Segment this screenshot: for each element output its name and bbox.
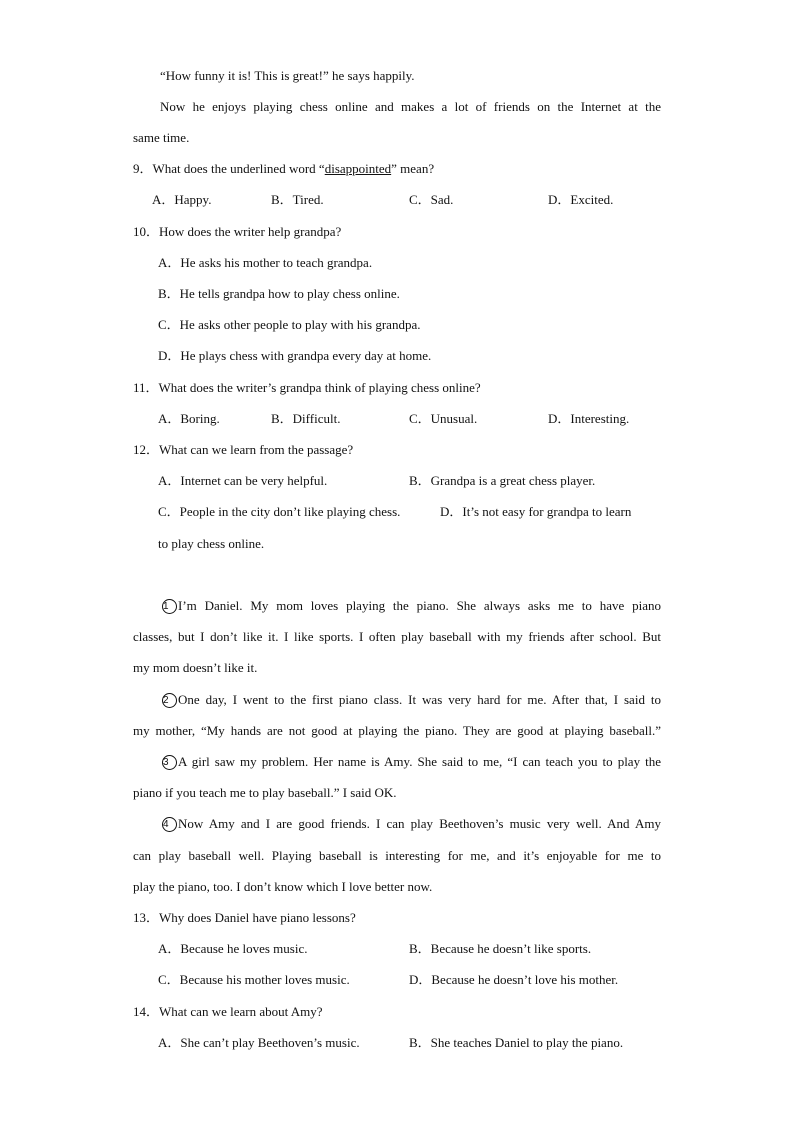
paragraph-text: classes, but I don’t like it. I like sports. I often play baseball with my friends after school. But [133,629,661,644]
option-a[interactable]: A．She can’t play Beethoven’s music. [158,1035,360,1050]
question-9-stem [0,159,794,179]
option-a[interactable]: A．Happy. [152,192,212,207]
paragraph-text: play the piano, too. I don’t know which I love better now. [133,879,433,894]
option-d[interactable]: D．He plays chess with grandpa every day at home. [158,348,432,363]
paragraph-2-line [0,690,794,710]
paragraph-number-badge: 3 [162,755,177,770]
question-10-option-c [0,315,794,335]
question-text: 12．What can we learn from the passage? [133,442,354,457]
paragraph-1-line [0,627,794,647]
question-14-stem [0,1002,794,1022]
paragraph-number-badge: 2 [162,693,177,708]
paragraph-number-badge: 4 [162,817,177,832]
paragraph-2-line [0,721,794,741]
question-12-option-d-cont [0,534,794,554]
paragraph-4-line [0,877,794,897]
option-d-continued: to play chess online. [158,536,265,551]
option-d[interactable]: D．Excited. [548,192,614,207]
option-a[interactable]: A．Internet can be very helpful. [158,473,328,488]
paragraph-text: my mom doesn’t like it. [133,660,258,675]
paragraph-1-line [0,596,794,616]
option-c[interactable]: C．Because his mother loves music. [158,972,350,987]
question-text: 11．What does the writer’s grandpa think of playing chess online? [133,380,481,395]
question-text: 9．What does the underlined word “disappointed” mean? [133,161,435,176]
question-14-options-ab [0,1033,794,1053]
paragraph-text: 1 I’m Daniel. My mom loves playing the piano. She always asks me to have piano [163,598,661,613]
passage-line [0,97,794,117]
paragraph-text: 4 Now Amy and I are good friends. I can play Beethoven’s music very well. And Amy [163,816,661,831]
passage-line [0,128,794,148]
question-13-stem [0,908,794,928]
paragraph-text: 2 One day, I went to the first piano class. It was very hard for me. After that, I said to [163,692,661,707]
question-text: 10．How does the writer help grandpa? [133,224,342,239]
question-11-stem [0,378,794,398]
question-12-stem [0,440,794,460]
passage-text: “How funny it is! This is great!” he says happily. [160,68,415,83]
option-b[interactable]: B．Grandpa is a great chess player. [409,473,596,488]
question-10-option-a [0,253,794,273]
paragraph-4-line [0,846,794,866]
option-c[interactable]: C．Unusual. [409,411,478,426]
option-b[interactable]: B．Because he doesn’t like sports. [409,941,592,956]
paragraph-3-line [0,783,794,803]
option-b[interactable]: B．Tired. [271,192,324,207]
question-9-options [0,190,794,210]
option-b[interactable]: B．She teaches Daniel to play the piano. [409,1035,624,1050]
option-c[interactable]: C．Sad. [409,192,454,207]
question-12-options-cd [0,502,794,522]
passage-line [0,66,794,86]
question-10-option-b [0,284,794,304]
question-10-option-d [0,346,794,366]
paragraph-4-line [0,814,794,834]
question-11-options [0,409,794,429]
option-c[interactable]: C．People in the city don’t like playing chess. [158,504,401,519]
paragraph-1-line [0,658,794,678]
question-10-stem [0,222,794,242]
question-12-options-ab [0,471,794,491]
question-13-options-cd [0,970,794,990]
option-b[interactable]: B．Difficult. [271,411,341,426]
paragraph-number-badge: 1 [162,599,177,614]
paragraph-text: piano if you teach me to play baseball.” I said OK. [133,785,397,800]
option-b[interactable]: B．He tells grandpa how to play chess online. [158,286,400,301]
paragraph-text: can play baseball well. Playing baseball is interesting for me, and it’s enjoyable for me to [133,848,661,863]
question-text: 14．What can we learn about Amy? [133,1004,323,1019]
option-c[interactable]: C．He asks other people to play with his grandpa. [158,317,421,332]
option-d[interactable]: D．Interesting. [548,411,630,426]
question-text: 13．Why does Daniel have piano lessons? [133,910,356,925]
passage-text: Now he enjoys playing chess online and makes a lot of friends on the Internet at the [160,99,661,114]
option-d[interactable]: D．Because he doesn’t love his mother. [409,972,619,987]
option-a[interactable]: A．Boring. [158,411,220,426]
option-d[interactable]: D．It’s not easy for grandpa to learn [440,504,632,519]
paragraph-3-line [0,752,794,772]
paragraph-text: my mother, “My hands are not good at playing the piano. They are good at playing baseball.” [133,723,661,738]
option-a[interactable]: A．He asks his mother to teach grandpa. [158,255,373,270]
paragraph-text: 3 A girl saw my problem. Her name is Amy. She said to me, “I can teach you to play the [163,754,661,769]
question-13-options-ab [0,939,794,959]
underlined-word: disappointed [324,161,392,176]
option-a[interactable]: A．Because he loves music. [158,941,308,956]
passage-text: same time. [133,130,190,145]
